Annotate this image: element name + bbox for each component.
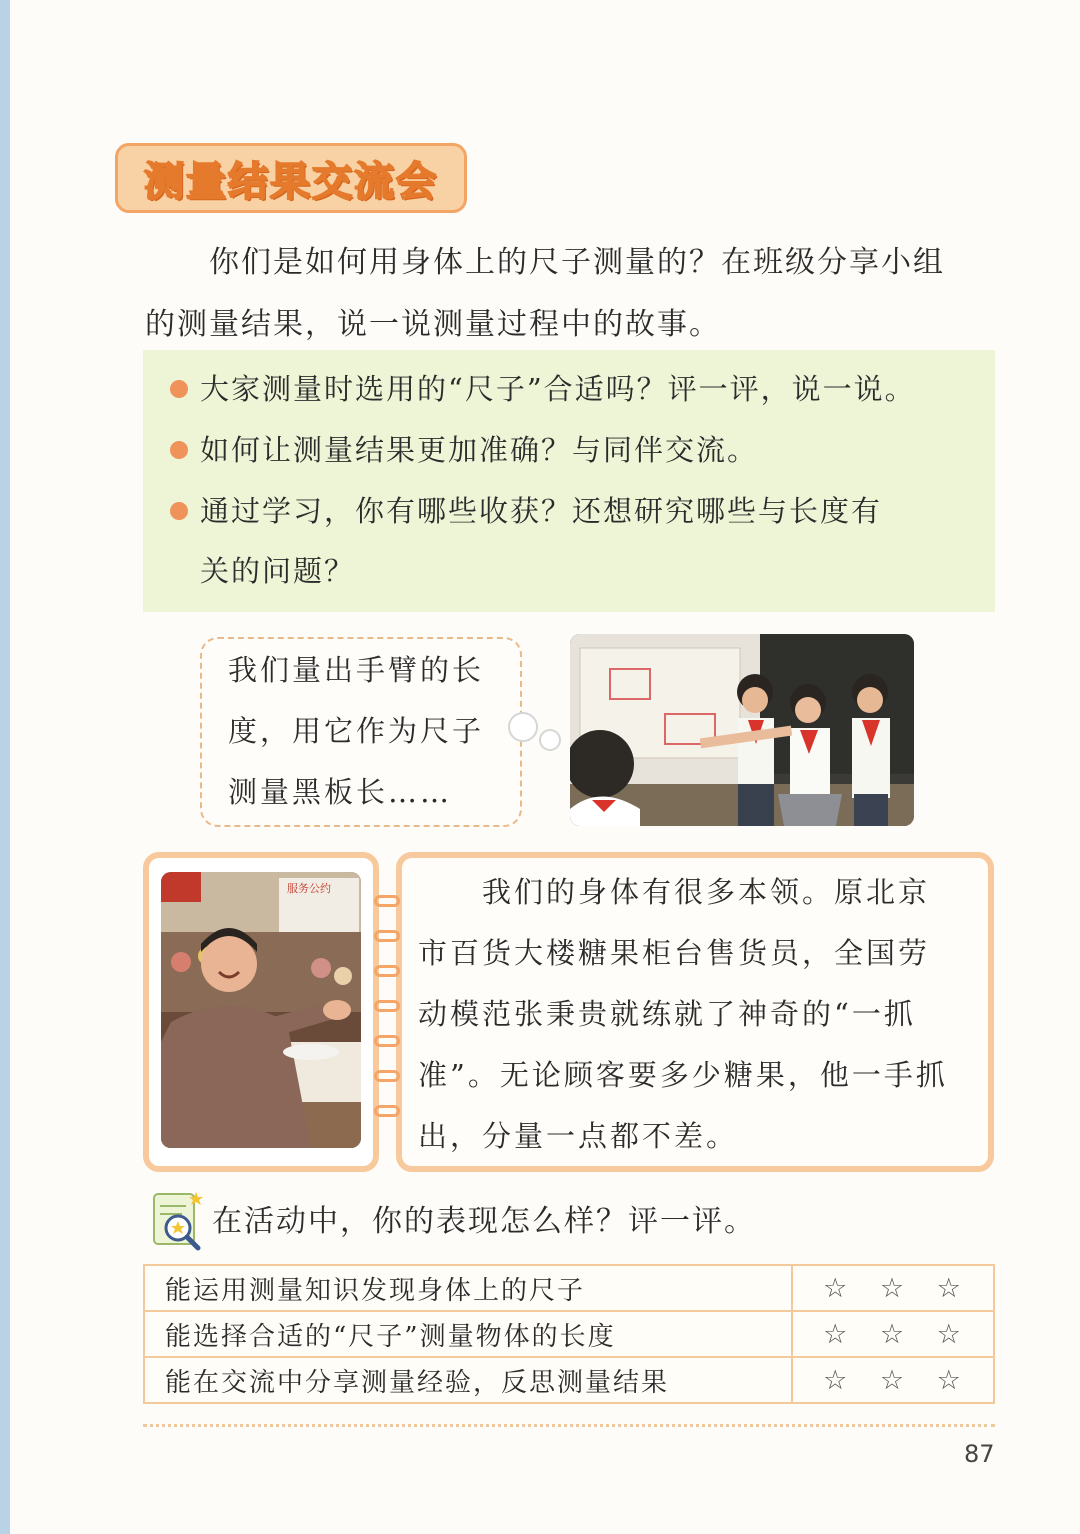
classroom-photo bbox=[570, 634, 914, 826]
binding-ring bbox=[374, 930, 400, 942]
section-title-badge bbox=[115, 143, 467, 213]
binding-ring bbox=[374, 895, 400, 907]
binding-ring bbox=[374, 1070, 400, 1082]
evaluation-icon bbox=[148, 1188, 208, 1252]
intro-line-2: 的测量结果，说一说测量过程中的故事。 bbox=[145, 307, 721, 342]
story-line-5: 出，分量一点都不差。 bbox=[418, 1119, 739, 1153]
speech-text bbox=[228, 640, 508, 823]
criterion-cell: 能运用测量知识发现身体上的尺子 bbox=[144, 1265, 792, 1311]
speech-line-3: 测量黑板长…… bbox=[228, 775, 453, 809]
evaluation-table bbox=[143, 1264, 995, 1404]
page-edge-stripe bbox=[0, 0, 10, 1534]
page-number: 87 bbox=[964, 1440, 995, 1468]
story-line-4: 准”。无论顾客要多少糖果，他一手抓 bbox=[418, 1058, 948, 1092]
star-rating[interactable]: ☆ ☆ ☆ bbox=[792, 1357, 994, 1403]
bullet-dot bbox=[170, 502, 188, 520]
binding-ring bbox=[374, 1105, 400, 1117]
star-rating[interactable]: ☆ ☆ ☆ bbox=[792, 1265, 994, 1311]
story-line-2: 市百货大楼糖果柜台售货员，全国劳 bbox=[418, 936, 931, 970]
question-3-line-1: 通过学习，你有哪些收获？还想研究哪些与长度有 bbox=[200, 494, 883, 528]
photo-sign-text: 服务公约 bbox=[287, 882, 331, 895]
bullet-dot bbox=[170, 380, 188, 398]
salesman-photo bbox=[161, 872, 361, 1148]
story-line-3: 动模范张秉贵就练就了神奇的“一抓 bbox=[418, 997, 916, 1031]
binding-ring bbox=[374, 1000, 400, 1012]
question-3-line-2: 关的问题？ bbox=[200, 554, 356, 588]
speech-line-1: 我们量出手臂的长 bbox=[228, 653, 485, 687]
question-1: 大家测量时选用的“尺子”合适吗？评一评，说一说。 bbox=[200, 372, 916, 406]
thought-circle bbox=[508, 712, 538, 742]
speech-line-2: 度，用它作为尺子 bbox=[228, 714, 485, 748]
table-row bbox=[144, 1265, 994, 1311]
footer-divider bbox=[143, 1424, 995, 1427]
evaluation-prompt: 在活动中，你的表现怎么样？评一评。 bbox=[212, 1204, 756, 1239]
binding-ring bbox=[374, 1035, 400, 1047]
binding-ring bbox=[374, 965, 400, 977]
criterion-cell: 能选择合适的“尺子”测量物体的长度 bbox=[144, 1311, 792, 1357]
intro-paragraph bbox=[145, 232, 1005, 356]
criterion-cell: 能在交流中分享测量经验，反思测量结果 bbox=[144, 1357, 792, 1403]
thought-circle bbox=[539, 729, 561, 751]
star-rating[interactable]: ☆ ☆ ☆ bbox=[792, 1311, 994, 1357]
story-line-1: 我们的身体有很多本领。原北京 bbox=[482, 875, 931, 909]
question-2: 如何让测量结果更加准确？与同伴交流。 bbox=[200, 433, 759, 467]
section-title: 测量结果交流会 bbox=[144, 158, 438, 205]
bullet-dot bbox=[170, 441, 188, 459]
intro-line-1: 你们是如何用身体上的尺子测量的？在班级分享小组 bbox=[209, 245, 945, 280]
story-paragraph bbox=[418, 862, 978, 1167]
table-row bbox=[144, 1311, 994, 1357]
table-row bbox=[144, 1357, 994, 1403]
